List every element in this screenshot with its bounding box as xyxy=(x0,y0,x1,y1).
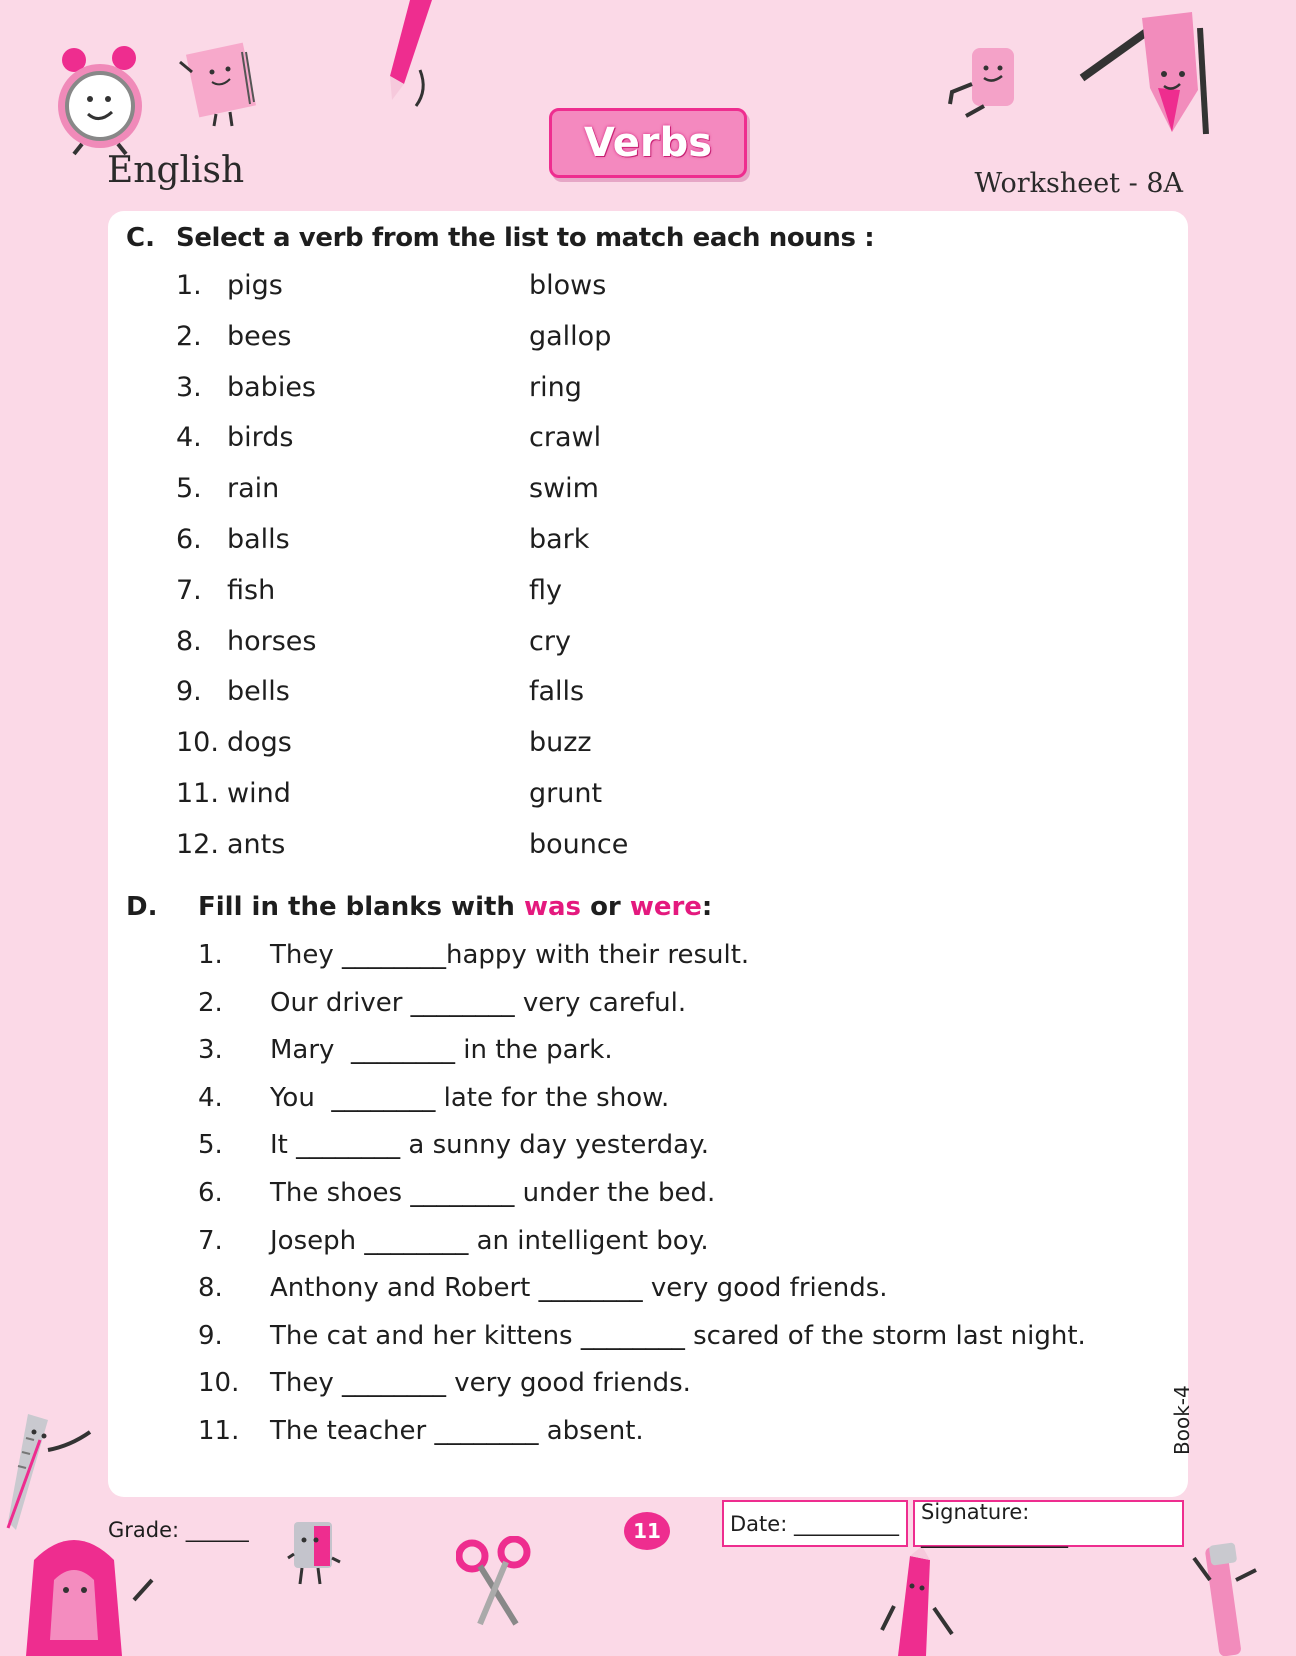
item-number: 6. xyxy=(176,524,202,555)
item-number: 7. xyxy=(176,574,202,606)
noun-word: fish xyxy=(227,574,276,606)
noun-word: pigs xyxy=(227,270,283,301)
noun-word: horses xyxy=(227,625,317,657)
pencil-icon xyxy=(380,0,440,110)
list-item xyxy=(0,1226,1100,1266)
blank-sentence[interactable]: The cat and her kittens ________ scared of the storm last night. xyxy=(270,1320,1086,1351)
noun-word: dogs xyxy=(227,727,292,759)
section-c-letter: C. xyxy=(126,223,155,253)
item-number: 11. xyxy=(176,778,219,809)
item-number: 5. xyxy=(198,1130,223,1161)
item-number: 4. xyxy=(198,1082,223,1113)
list-item xyxy=(0,270,900,310)
verb-word: gallop xyxy=(529,320,612,352)
section-d-instruction xyxy=(198,892,712,922)
verb-word: falls xyxy=(529,676,585,708)
blank-sentence[interactable]: The shoes ________ under the bed. xyxy=(270,1178,716,1208)
list-item xyxy=(0,1035,1100,1075)
book-label: Book-4 xyxy=(1170,1385,1194,1455)
page-number-badge: 11 xyxy=(624,1512,670,1550)
list-item xyxy=(0,626,900,666)
list-item xyxy=(0,321,900,361)
instruction-joiner: or xyxy=(581,892,630,922)
noun-word: rain xyxy=(227,473,280,505)
item-number: 12. xyxy=(176,828,219,860)
noun-word: wind xyxy=(227,778,291,809)
item-number: 2. xyxy=(198,987,223,1018)
blank-sentence[interactable]: They ________happy with their result. xyxy=(270,940,750,970)
list-item xyxy=(0,940,1100,980)
list-item xyxy=(0,1178,1100,1218)
option-was: was xyxy=(523,892,582,922)
date-field[interactable] xyxy=(722,1500,908,1547)
noun-word: bells xyxy=(227,676,290,708)
item-number: 7. xyxy=(198,1225,223,1256)
verb-word: bark xyxy=(529,524,590,555)
page-title: Verbs xyxy=(583,120,713,166)
blank-sentence[interactable]: Our driver ________ very careful. xyxy=(270,987,687,1018)
section-d-letter: D. xyxy=(126,892,158,922)
item-number: 9. xyxy=(198,1320,223,1351)
list-item xyxy=(0,676,900,716)
item-number: 3. xyxy=(198,1035,223,1066)
noun-word: bees xyxy=(227,320,292,352)
item-number: 6. xyxy=(198,1178,223,1208)
page-title-badge xyxy=(549,108,747,178)
list-item xyxy=(0,1368,1100,1408)
noun-word: balls xyxy=(227,524,290,555)
noun-word: babies xyxy=(227,371,317,403)
list-item xyxy=(0,778,900,818)
item-number: 4. xyxy=(176,422,202,454)
item-number: 10. xyxy=(198,1368,240,1399)
blank-sentence[interactable]: Mary ________ in the park. xyxy=(270,1035,613,1066)
list-item xyxy=(0,727,900,767)
verb-word: blows xyxy=(529,270,607,301)
verb-word: cry xyxy=(529,625,571,657)
list-item xyxy=(0,829,900,869)
item-number: 8. xyxy=(176,625,202,657)
signature-field[interactable] xyxy=(913,1500,1184,1547)
worksheet-number: Worksheet - 8A xyxy=(974,168,1183,199)
list-item xyxy=(0,473,900,513)
item-number: 11. xyxy=(198,1416,240,1446)
alarm-clock-icon xyxy=(52,44,152,156)
item-number: 5. xyxy=(176,473,202,505)
list-item xyxy=(0,422,900,462)
option-were: were xyxy=(629,892,702,922)
item-number: 8. xyxy=(198,1273,223,1304)
subject-label: English xyxy=(107,150,245,191)
section-c-instruction: Select a verb from the list to match each nouns : xyxy=(176,223,875,253)
list-item xyxy=(0,575,900,615)
verb-word: buzz xyxy=(529,727,592,759)
sharpener-icon xyxy=(284,1518,344,1590)
pen-icon xyxy=(1190,1540,1264,1656)
blank-sentence[interactable]: It ________ a sunny day yesterday. xyxy=(270,1130,710,1161)
item-number: 9. xyxy=(176,676,202,708)
list-item xyxy=(0,1273,1100,1313)
blank-sentence[interactable]: The teacher ________ absent. xyxy=(270,1416,644,1446)
item-number: 3. xyxy=(176,371,202,403)
verb-word: ring xyxy=(529,371,582,403)
list-item xyxy=(0,1416,1100,1456)
noun-word: ants xyxy=(227,828,286,860)
list-item xyxy=(0,988,1100,1028)
grade-field[interactable]: Grade: ______ xyxy=(108,1518,249,1542)
blank-sentence[interactable]: You ________ late for the show. xyxy=(270,1082,670,1113)
verb-word: crawl xyxy=(529,422,602,454)
verb-word: bounce xyxy=(529,828,629,860)
blank-sentence[interactable]: They ________ very good friends. xyxy=(270,1368,691,1399)
date-label: Date: __________ xyxy=(730,1511,899,1536)
eraser-icon xyxy=(944,44,1026,120)
crayon-icon xyxy=(880,1546,960,1656)
item-number: 1. xyxy=(198,940,223,970)
pencil-character-icon xyxy=(1072,8,1222,138)
verb-word: fly xyxy=(529,574,562,606)
instruction-prefix: Fill in the blanks with xyxy=(198,892,524,922)
list-item xyxy=(0,1083,1100,1123)
item-number: 2. xyxy=(176,320,202,352)
list-item xyxy=(0,372,900,412)
item-number: 10. xyxy=(176,727,219,759)
verb-word: swim xyxy=(529,473,599,505)
item-number: 1. xyxy=(176,270,202,301)
list-item xyxy=(0,1130,1100,1170)
signature-label: Signature: ______________ xyxy=(921,1499,1068,1548)
verb-word: grunt xyxy=(529,778,603,809)
blank-sentence[interactable]: Anthony and Robert ________ very good friends. xyxy=(270,1273,888,1304)
instruction-suffix: : xyxy=(701,892,713,922)
blank-sentence[interactable]: Joseph ________ an intelligent boy. xyxy=(270,1225,709,1256)
noun-word: birds xyxy=(227,422,294,454)
notepad-icon xyxy=(176,42,262,128)
list-item xyxy=(0,1321,1100,1361)
scissors-icon xyxy=(456,1536,532,1628)
list-item xyxy=(0,524,900,564)
